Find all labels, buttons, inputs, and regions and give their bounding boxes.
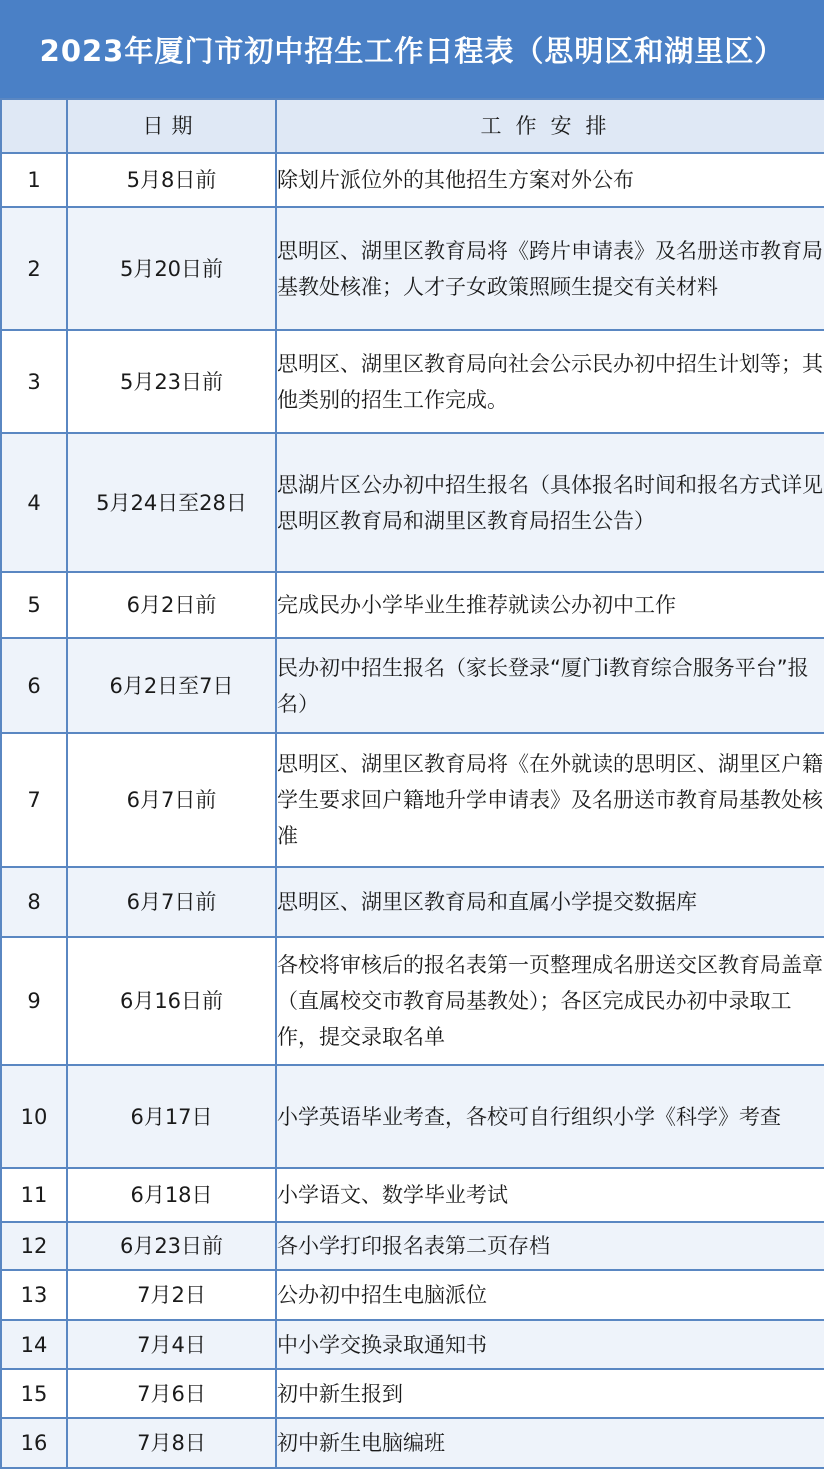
row-task: 小学英语毕业考查，各校可自行组织小学《科学》考查 <box>276 1065 824 1168</box>
schedule-table <box>0 98 824 1469</box>
row-index: 6 <box>1 638 67 733</box>
row-date: 6月7日前 <box>67 733 276 867</box>
row-date: 6月23日前 <box>67 1222 276 1270</box>
row-task: 思湖片区公办初中招生报名（具体报名时间和报名方式详见思明区教育局和湖里区教育局招生公告） <box>276 433 824 572</box>
row-task: 小学语文、数学毕业考试 <box>276 1168 824 1222</box>
row-task: 各校将审核后的报名表第一页整理成名册送交区教育局盖章（直属校交市教育局基教处）；各区完成民办初中录取工作，提交录取名单 <box>276 937 824 1065</box>
row-index: 12 <box>1 1222 67 1270</box>
row-date: 6月2日至7日 <box>67 638 276 733</box>
row-index: 13 <box>1 1270 67 1320</box>
table-row <box>1 572 824 638</box>
table-row <box>1 207 824 330</box>
row-task: 思明区、湖里区教育局将《跨片申请表》及名册送市教育局基教处核准；人才子女政策照顾生提交有关材料 <box>276 207 824 330</box>
header-task: 工作安排 <box>276 99 824 153</box>
header-date: 日期 <box>67 99 276 153</box>
row-date: 5月20日前 <box>67 207 276 330</box>
row-task: 公办初中招生电脑派位 <box>276 1270 824 1320</box>
row-task: 思明区、湖里区教育局将《在外就读的思明区、湖里区户籍学生要求回户籍地升学申请表》及名册送市教育局基教处核准 <box>276 733 824 867</box>
page-title <box>0 0 824 98</box>
row-date: 5月23日前 <box>67 330 276 433</box>
row-index: 14 <box>1 1320 67 1369</box>
row-index: 4 <box>1 433 67 572</box>
table-row <box>1 937 824 1065</box>
row-index: 3 <box>1 330 67 433</box>
table-row <box>1 1320 824 1369</box>
table-row <box>1 733 824 867</box>
row-date: 5月8日前 <box>67 153 276 207</box>
row-index: 8 <box>1 867 67 937</box>
row-date: 6月17日 <box>67 1065 276 1168</box>
row-index: 16 <box>1 1418 67 1468</box>
table-row <box>1 433 824 572</box>
table-row <box>1 1065 824 1168</box>
table-row <box>1 1168 824 1222</box>
row-date: 6月18日 <box>67 1168 276 1222</box>
row-date: 7月4日 <box>67 1320 276 1369</box>
row-task: 初中新生电脑编班 <box>276 1418 824 1468</box>
row-task: 初中新生报到 <box>276 1369 824 1418</box>
row-index: 5 <box>1 572 67 638</box>
row-task: 思明区、湖里区教育局和直属小学提交数据库 <box>276 867 824 937</box>
row-task: 中小学交换录取通知书 <box>276 1320 824 1369</box>
table-row <box>1 153 824 207</box>
row-date: 7月6日 <box>67 1369 276 1418</box>
row-date: 5月24日至28日 <box>67 433 276 572</box>
row-date: 7月8日 <box>67 1418 276 1468</box>
table-row <box>1 330 824 433</box>
title-text: 2023年厦门市初中招生工作日程表（思明区和湖里区） <box>39 33 785 68</box>
row-date: 6月2日前 <box>67 572 276 638</box>
header-index <box>1 99 67 153</box>
table-row <box>1 638 824 733</box>
row-index: 11 <box>1 1168 67 1222</box>
row-task: 民办初中招生报名（家长登录“厦门i教育综合服务平台”报名） <box>276 638 824 733</box>
row-index: 9 <box>1 937 67 1065</box>
row-date: 6月7日前 <box>67 867 276 937</box>
row-index: 1 <box>1 153 67 207</box>
table-row <box>1 867 824 937</box>
row-date: 7月2日 <box>67 1270 276 1320</box>
row-index: 2 <box>1 207 67 330</box>
row-date: 6月16日前 <box>67 937 276 1065</box>
table-header-row <box>1 99 824 153</box>
row-task: 完成民办小学毕业生推荐就读公办初中工作 <box>276 572 824 638</box>
table-row <box>1 1270 824 1320</box>
table-row <box>1 1418 824 1468</box>
row-index: 10 <box>1 1065 67 1168</box>
table-row <box>1 1222 824 1270</box>
row-task: 思明区、湖里区教育局向社会公示民办初中招生计划等；其他类别的招生工作完成。 <box>276 330 824 433</box>
row-index: 7 <box>1 733 67 867</box>
table-row <box>1 1369 824 1418</box>
row-task: 除划片派位外的其他招生方案对外公布 <box>276 153 824 207</box>
row-index: 15 <box>1 1369 67 1418</box>
row-task: 各小学打印报名表第二页存档 <box>276 1222 824 1270</box>
